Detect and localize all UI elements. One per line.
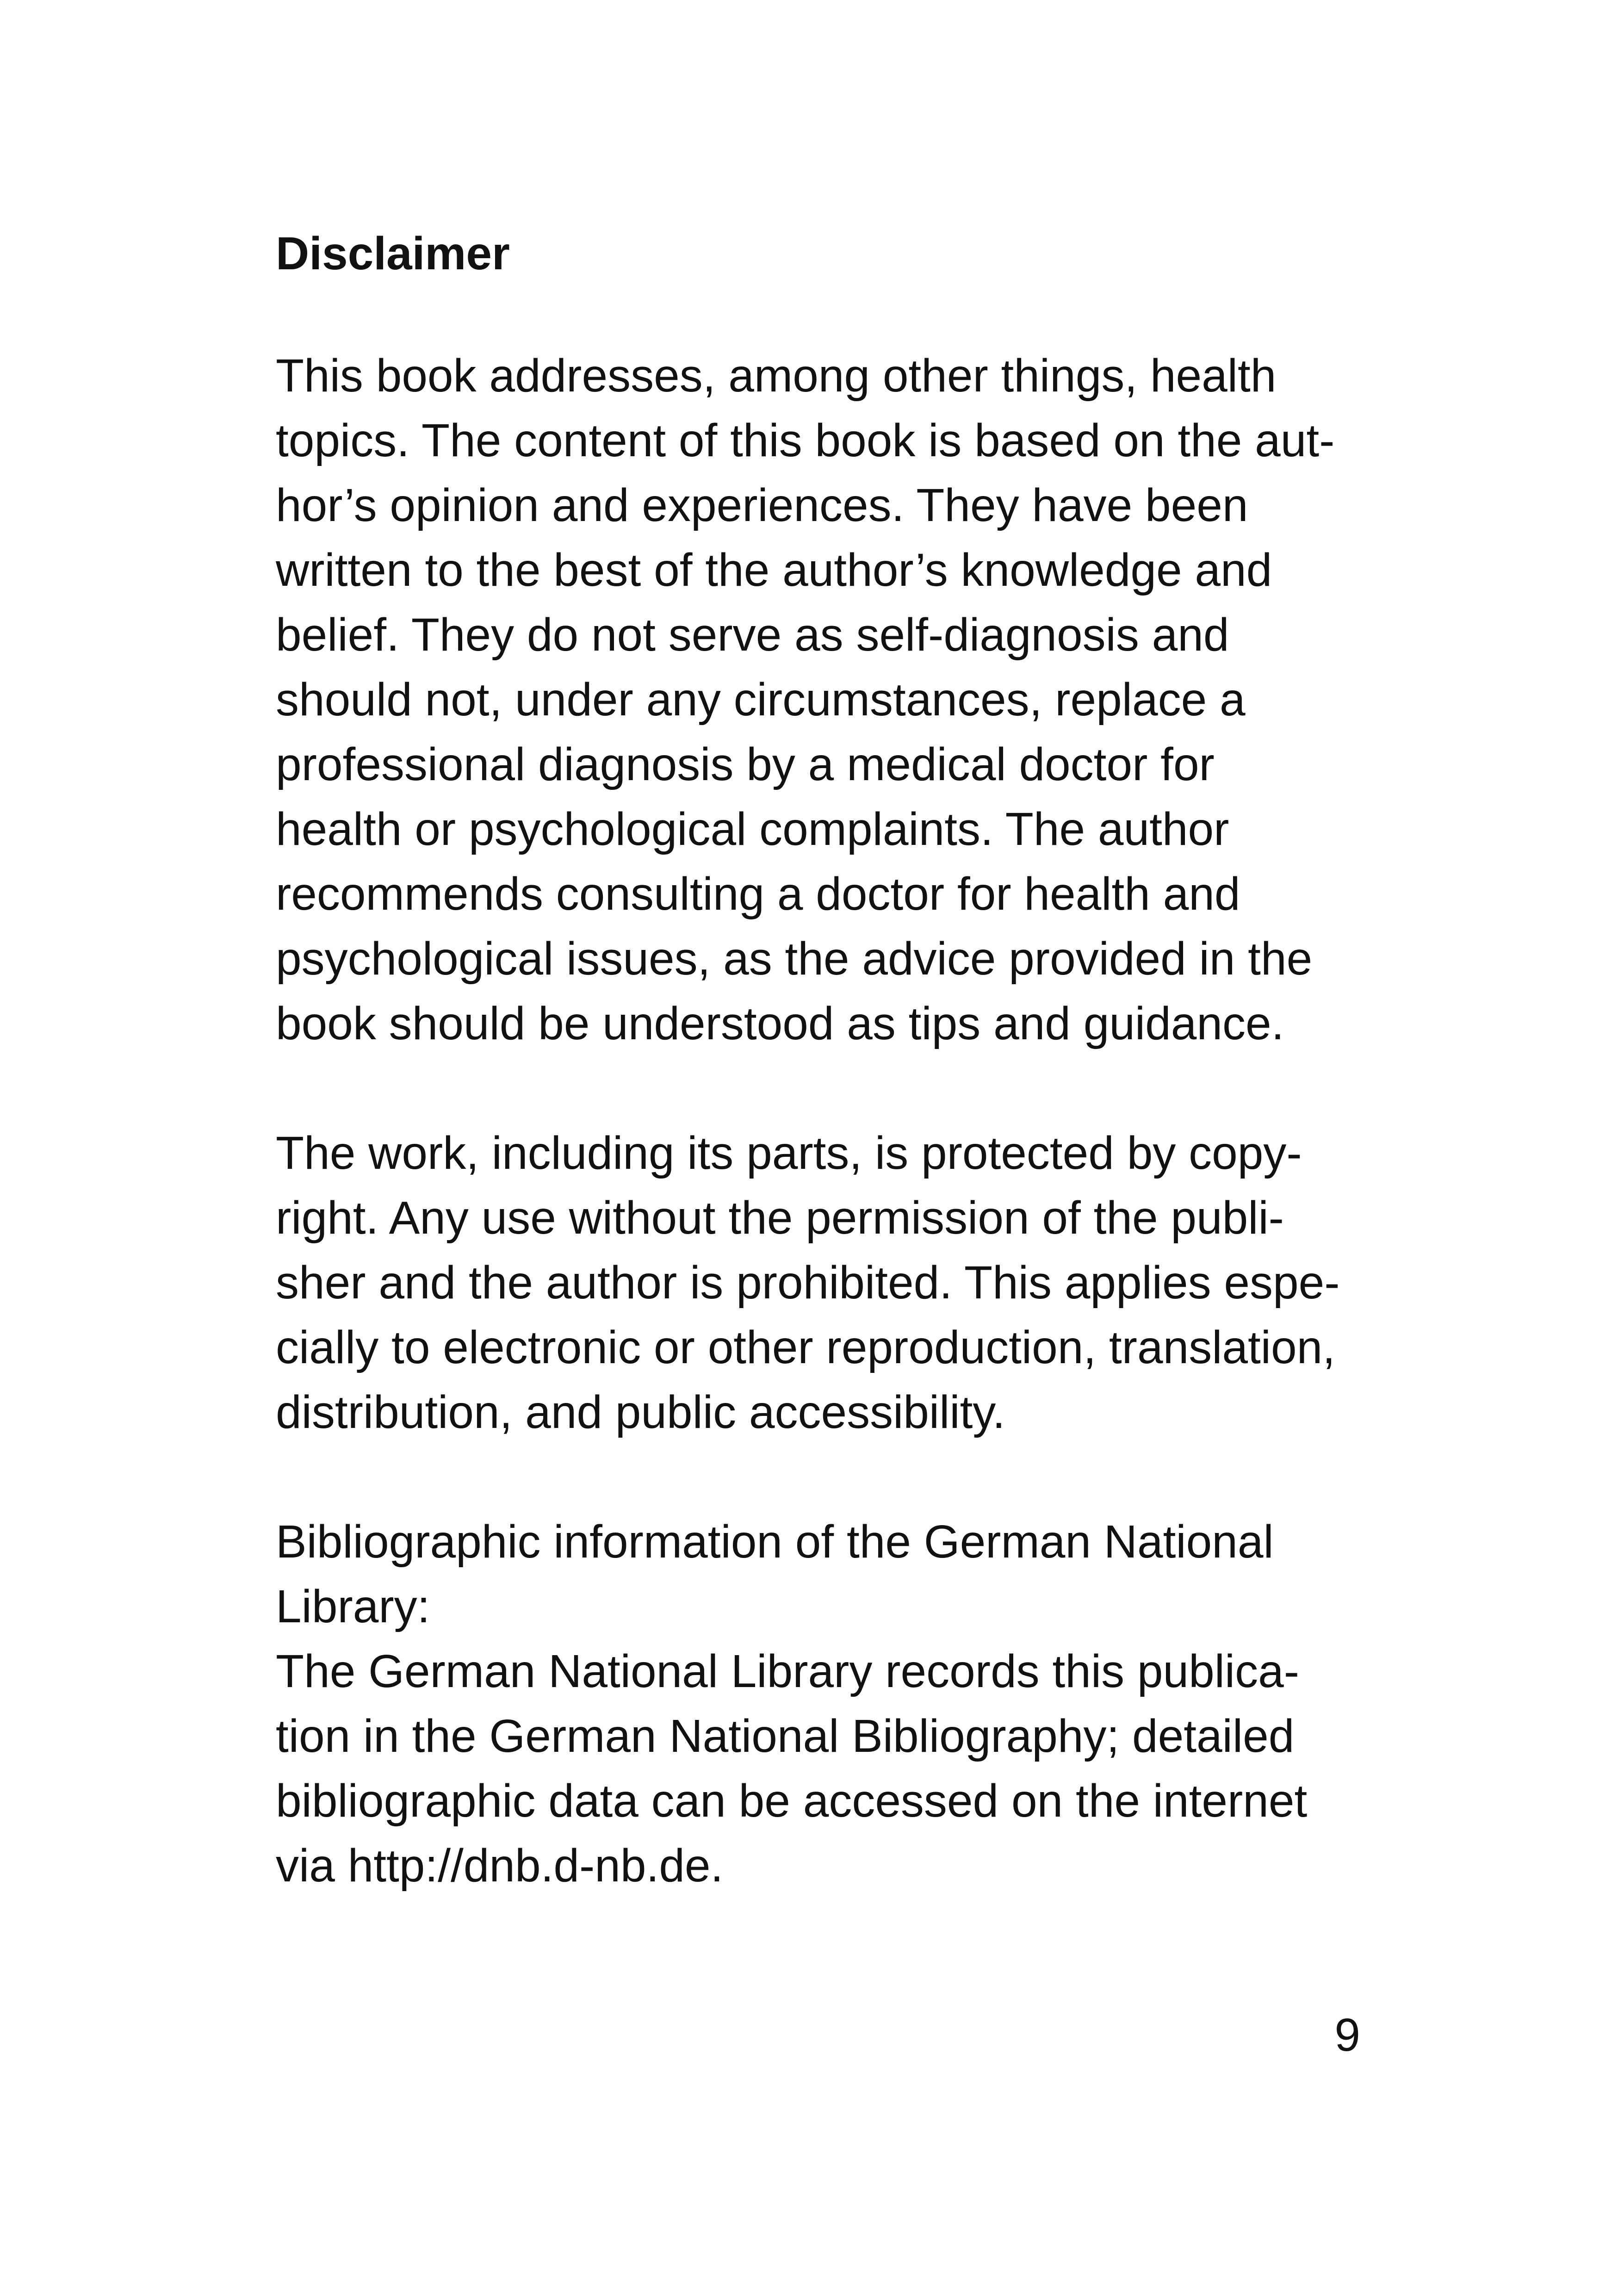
paragraph-line: sher and the author is prohibited. This applies espe- — [276, 1257, 1340, 1309]
page-number: 9 — [1334, 2009, 1360, 2061]
paragraph-line: recommends consulting a doctor for health and — [276, 868, 1240, 920]
paragraph-line: hor’s opinion and experiences. They have been — [276, 479, 1248, 531]
paragraph-line: Library: — [276, 1581, 430, 1632]
paragraph-line: health or psychological complaints. The author — [276, 803, 1229, 855]
bibliographic-info-paragraph — [276, 1509, 1358, 1898]
paragraph-line: topics. The content of this book is based on the aut- — [276, 415, 1335, 466]
paragraph-line: right. Any use without the permission of the publi- — [276, 1192, 1284, 1244]
paragraph-line: book should be understood as tips and guidance. — [276, 998, 1284, 1049]
disclaimer-section — [276, 226, 1358, 1898]
paragraph-line: distribution, and public accessibility. — [276, 1386, 1005, 1438]
paragraph-line: bibliographic data can be accessed on the internet — [276, 1775, 1308, 1827]
paragraph-line: tion in the German National Bibliography; detailed — [276, 1710, 1295, 1762]
paragraph-line: should not, under any circumstances, replace a — [276, 674, 1246, 726]
paragraph-line: The German National Library records this publica- — [276, 1645, 1300, 1697]
health-disclaimer-paragraph — [276, 343, 1358, 1056]
paragraph-line: professional diagnosis by a medical doctor for — [276, 738, 1215, 790]
paragraph-line: belief. They do not serve as self-diagnosis and — [276, 609, 1229, 661]
paragraph-line: The work, including its parts, is protected by copy- — [276, 1127, 1302, 1179]
paragraph-line: Bibliographic information of the German National — [276, 1516, 1274, 1568]
paragraph-line: This book addresses, among other things, health — [276, 350, 1277, 402]
paragraph-line: via http://dnb.d-nb.de. — [276, 1840, 724, 1892]
copyright-paragraph — [276, 1121, 1358, 1445]
paragraph-line: cially to electronic or other reproduction, translation, — [276, 1322, 1336, 1373]
paragraph-line: psychological issues, as the advice provided in the — [276, 933, 1313, 985]
paragraph-line: written to the best of the author’s knowledge and — [276, 544, 1272, 596]
page-title: Disclaimer — [276, 228, 510, 279]
